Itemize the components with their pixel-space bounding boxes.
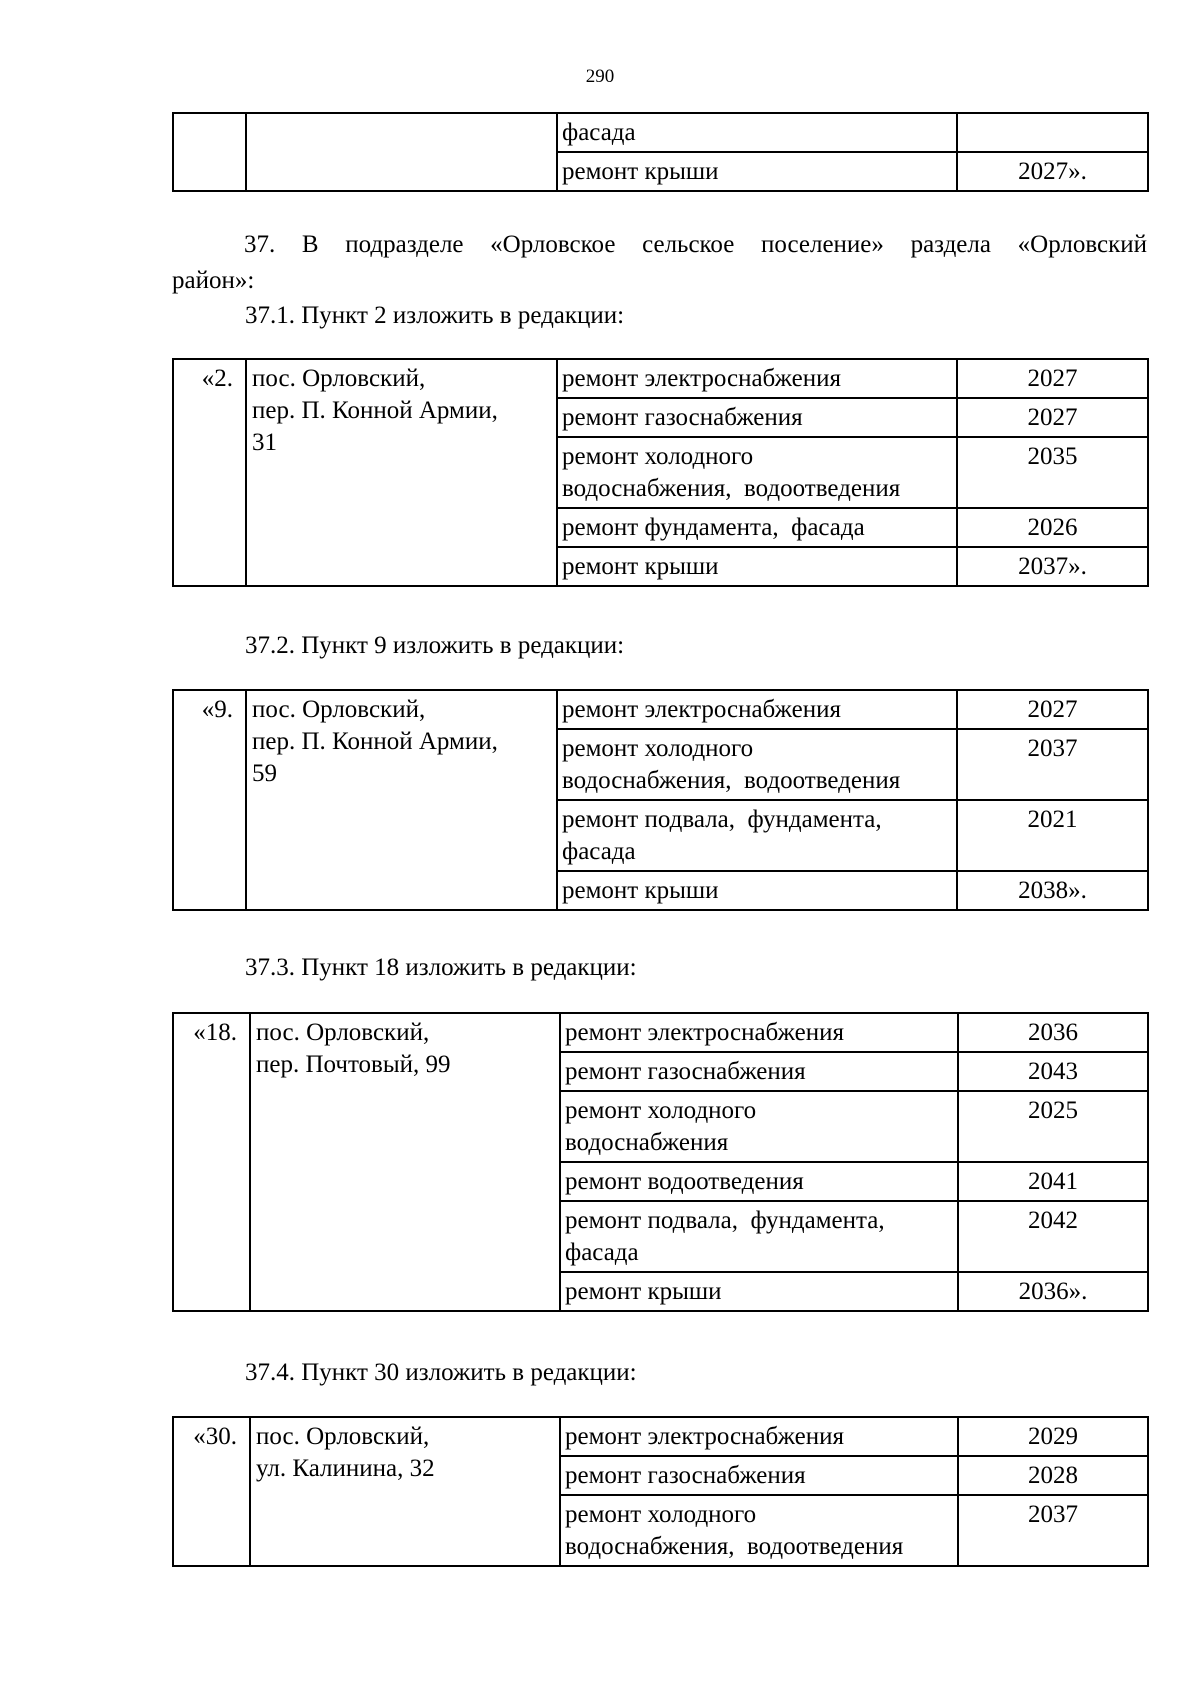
work-cell: ремонт крыши bbox=[557, 152, 957, 191]
address-line: пос. Орловский, bbox=[256, 1423, 430, 1450]
year-cell: 2021 bbox=[957, 800, 1148, 871]
section-table bbox=[172, 1012, 1149, 1312]
work-line: ремонт фундамента, фасада bbox=[562, 514, 865, 541]
work-cell bbox=[560, 1272, 958, 1311]
year-cell: 2027 bbox=[957, 359, 1148, 398]
section-heading: 37.4. Пункт 30 изложить в редакции: bbox=[245, 1359, 637, 1386]
item-number: «30. bbox=[173, 1417, 250, 1566]
year-cell: 2042 bbox=[958, 1201, 1148, 1272]
year-cell: 2037 bbox=[958, 1495, 1148, 1566]
address-line: пер. Почтовый, 99 bbox=[256, 1051, 451, 1078]
work-line: ремонт газоснабжения bbox=[562, 404, 803, 431]
work-line: водоснабжения, водоотведения bbox=[565, 1533, 904, 1560]
num-cell bbox=[173, 113, 246, 191]
work-line: ремонт подвала, фундамента, bbox=[565, 1207, 885, 1234]
work-cell bbox=[560, 1456, 958, 1495]
year-cell: 2025 bbox=[958, 1091, 1148, 1162]
work-line: ремонт электроснабжения bbox=[565, 1423, 844, 1450]
work-line: ремонт холодного bbox=[565, 1097, 757, 1124]
table-row bbox=[173, 690, 1148, 729]
work-line: ремонт крыши bbox=[562, 877, 719, 904]
work-cell bbox=[557, 690, 957, 729]
section-heading: 37.3. Пункт 18 изложить в редакции: bbox=[245, 954, 637, 981]
address-line: пос. Орловский, bbox=[256, 1019, 430, 1046]
address-line: пос. Орловский, bbox=[252, 365, 426, 392]
year-cell bbox=[957, 113, 1148, 152]
address-cell bbox=[250, 1013, 560, 1311]
work-line: фасада bbox=[565, 1239, 639, 1266]
year-cell: 2037». bbox=[957, 547, 1148, 586]
year-cell: 2041 bbox=[958, 1162, 1148, 1201]
intro-paragraph-line1: 37. В подразделе «Орловское сельское поселение» раздела «Орловский bbox=[244, 231, 1147, 258]
work-cell bbox=[557, 398, 957, 437]
work-line: ремонт крыши bbox=[565, 1278, 722, 1305]
work-cell bbox=[557, 359, 957, 398]
work-line: ремонт холодного bbox=[562, 443, 754, 470]
work-cell bbox=[557, 547, 957, 586]
work-cell bbox=[560, 1495, 958, 1566]
work-cell bbox=[560, 1201, 958, 1272]
work-cell bbox=[560, 1052, 958, 1091]
year-cell: 2027». bbox=[957, 152, 1148, 191]
work-line: ремонт газоснабжения bbox=[565, 1462, 806, 1489]
address-line: ул. Калинина, 32 bbox=[256, 1455, 435, 1482]
address-cell bbox=[246, 359, 557, 586]
work-line: водоснабжения bbox=[565, 1129, 729, 1156]
work-line: фасада bbox=[562, 838, 636, 865]
work-line: ремонт холодного bbox=[565, 1501, 757, 1528]
work-line: ремонт газоснабжения bbox=[565, 1058, 806, 1085]
continuation-table bbox=[172, 112, 1149, 192]
work-line: ремонт крыши bbox=[562, 553, 719, 580]
address-line: пер. П. Конной Армии, bbox=[252, 728, 498, 755]
work-line: ремонт водоотведения bbox=[565, 1168, 804, 1195]
work-line: водоснабжения, водоотведения bbox=[562, 767, 901, 794]
address-cell bbox=[246, 690, 557, 910]
work-line: ремонт подвала, фундамента, bbox=[562, 806, 882, 833]
item-number: «9. bbox=[173, 690, 246, 910]
work-line: ремонт холодного bbox=[562, 735, 754, 762]
year-cell: 2043 bbox=[958, 1052, 1148, 1091]
section-table bbox=[172, 1416, 1149, 1567]
section-table bbox=[172, 358, 1149, 587]
year-cell: 2027 bbox=[957, 398, 1148, 437]
work-cell bbox=[560, 1091, 958, 1162]
work-cell bbox=[557, 800, 957, 871]
page-number: 290 bbox=[585, 66, 615, 87]
intro-paragraph-line2: район»: bbox=[172, 267, 255, 294]
work-cell bbox=[557, 437, 957, 508]
work-cell bbox=[557, 871, 957, 910]
table-row bbox=[173, 359, 1148, 398]
address-line: 59 bbox=[252, 760, 277, 787]
year-cell: 2036 bbox=[958, 1013, 1148, 1052]
address-cell bbox=[250, 1417, 560, 1566]
work-cell bbox=[557, 508, 957, 547]
year-cell: 2037 bbox=[957, 729, 1148, 800]
work-cell bbox=[560, 1162, 958, 1201]
address-line: пос. Орловский, bbox=[252, 696, 426, 723]
year-cell: 2038». bbox=[957, 871, 1148, 910]
year-cell: 2029 bbox=[958, 1417, 1148, 1456]
year-cell: 2026 bbox=[957, 508, 1148, 547]
work-line: водоснабжения, водоотведения bbox=[562, 475, 901, 502]
address-cell bbox=[246, 113, 557, 191]
table-row bbox=[173, 1417, 1148, 1456]
item-number: «18. bbox=[173, 1013, 250, 1311]
table-row bbox=[173, 1013, 1148, 1052]
year-cell: 2027 bbox=[957, 690, 1148, 729]
section-heading: 37.1. Пункт 2 изложить в редакции: bbox=[245, 302, 625, 329]
section-heading: 37.2. Пункт 9 изложить в редакции: bbox=[245, 632, 625, 659]
work-line: ремонт электроснабжения bbox=[562, 696, 841, 723]
work-line: ремонт электроснабжения bbox=[562, 365, 841, 392]
work-line: ремонт электроснабжения bbox=[565, 1019, 844, 1046]
work-cell bbox=[557, 729, 957, 800]
address-line: 31 bbox=[252, 429, 277, 456]
work-cell: фасада bbox=[557, 113, 957, 152]
year-cell: 2035 bbox=[957, 437, 1148, 508]
table-row bbox=[173, 113, 1148, 152]
work-cell bbox=[560, 1417, 958, 1456]
address-line: пер. П. Конной Армии, bbox=[252, 397, 498, 424]
year-cell: 2028 bbox=[958, 1456, 1148, 1495]
work-cell bbox=[560, 1013, 958, 1052]
year-cell: 2036». bbox=[958, 1272, 1148, 1311]
item-number: «2. bbox=[173, 359, 246, 586]
section-table bbox=[172, 689, 1149, 911]
